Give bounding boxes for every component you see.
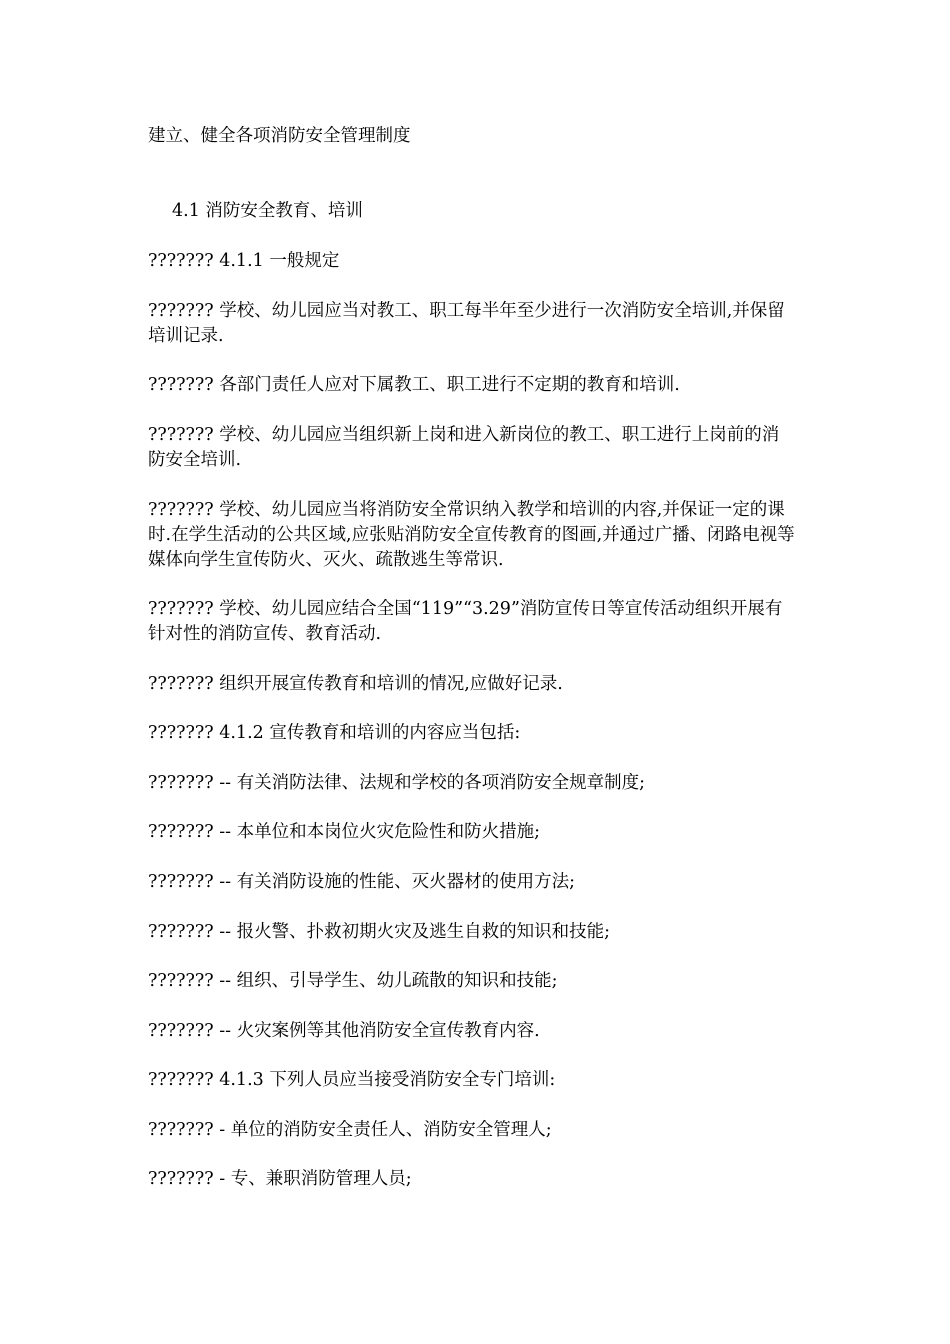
list-item: ??????? -- 组织、引导学生、幼儿疏散的知识和技能;	[148, 971, 558, 991]
list-item: ??????? -- 火灾案例等其他消防安全宣传教育内容.	[148, 1021, 540, 1041]
list-item: ??????? -- 本单位和本岗位火灾危险性和防火措施;	[148, 822, 541, 842]
document-title: 建立、健全各项消防安全管理制度	[148, 126, 411, 146]
paragraph: ??????? 学校、幼儿园应结合全国“119”“3.29”消防宣传日等宣传活动组织开展有针对性的消防宣传、教育活动.	[148, 599, 783, 644]
list-item: ??????? -- 报火警、扑救初期火灾及逃生自救的知识和技能;	[148, 922, 611, 942]
list-item: ??????? - 单位的消防安全责任人、消防安全管理人;	[148, 1120, 552, 1140]
list-item: ??????? - 专、兼职消防管理人员;	[148, 1169, 412, 1189]
list-item: ??????? -- 有关消防设施的性能、灭火器材的使用方法;	[148, 872, 576, 892]
paragraph: ??????? 4.1.3 下列人员应当接受消防安全专门培训:	[148, 1070, 556, 1090]
paragraph: ??????? 学校、幼儿园应当组织新上岗和进入新岗位的教工、职工进行上岗前的消防安全培训.	[148, 425, 780, 470]
paragraph: ??????? 4.1.2 宣传教育和培训的内容应当包括:	[148, 723, 521, 743]
paragraph: ??????? 4.1.1 一般规定	[148, 251, 340, 271]
paragraph: ??????? 组织开展宣传教育和培训的情况,应做好记录.	[148, 674, 563, 694]
paragraph: ??????? 学校、幼儿园应当对教工、职工每半年至少进行一次消防安全培训,并保留培训记录.	[148, 301, 785, 346]
list-item: ??????? -- 有关消防法律、法规和学校的各项消防安全规章制度;	[148, 773, 646, 793]
section-heading: 4.1 消防安全教育、培训	[172, 201, 363, 221]
paragraph: ??????? 各部门责任人应对下属教工、职工进行不定期的教育和培训.	[148, 375, 680, 395]
paragraph: ??????? 学校、幼儿园应当将消防安全常识纳入教学和培训的内容,并保证一定的课时.在学生活动的公共区域,应张贴消防安全宣传教育的图画,并通过广播、闭路电视等媒体向学生宣传防火、灭火、疏散逃生等常识.	[148, 500, 795, 570]
